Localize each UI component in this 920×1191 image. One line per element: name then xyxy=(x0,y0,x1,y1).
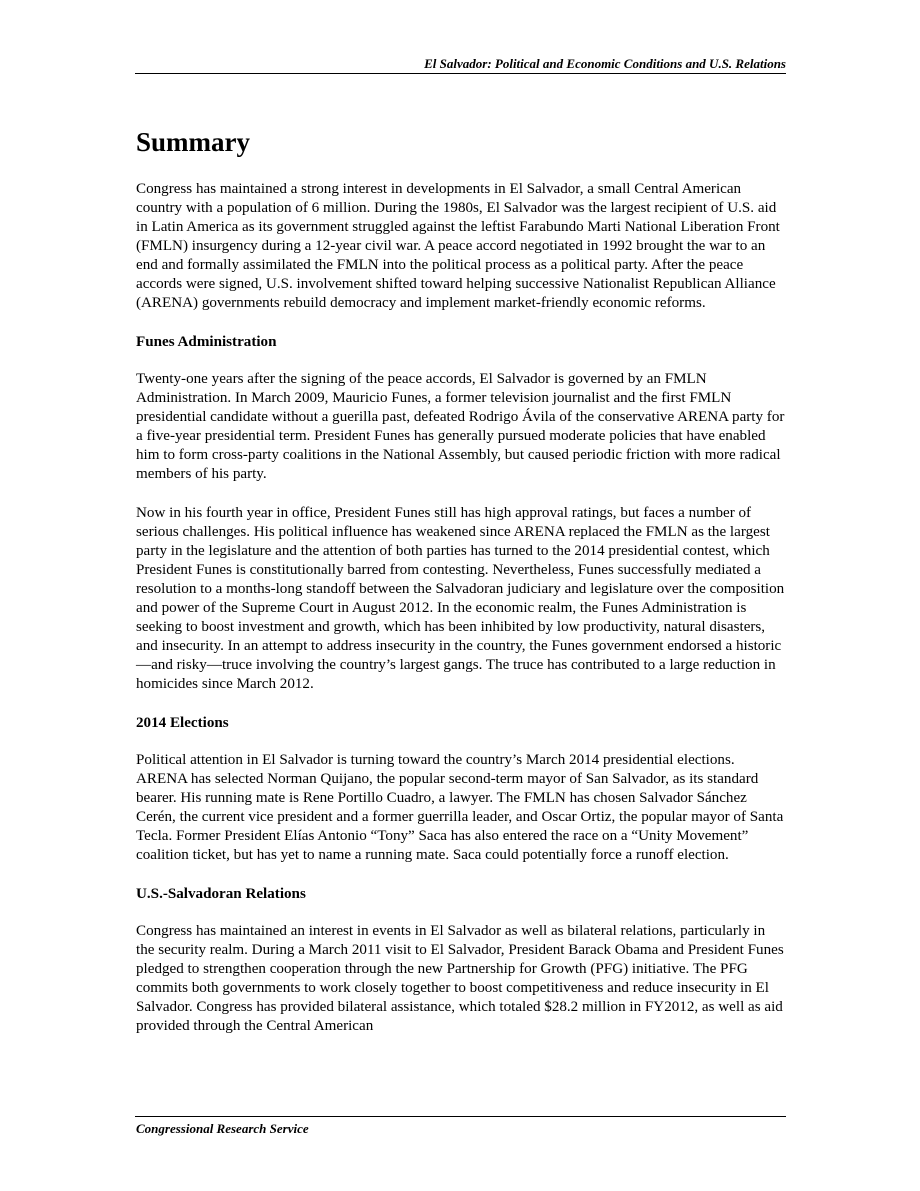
elections-paragraph: Political attention in El Salvador is turning toward the country’s March 2014 presidential elections. ARENA has selected Norman Quijano, the popular second-term mayor of San Salvador, as its standard bearer. His running mate is Rene Portillo Cuadro, a lawyer. The FMLN has chosen Salvador Sánchez Cerén, the current vice president and a former guerrilla leader, and Oscar Ortiz, the popular mayor of Santa Tecla. Former President Elías Antonio “Tony” Saca has also entered the race on a “Unity Movement” coalition ticket, but has yet to name a running mate. Saca could potentially force a runoff election. xyxy=(136,752,784,863)
summary-intro-paragraph: Congress has maintained a strong interest in developments in El Salvador, a small Central American country with a population of 6 million. During the 1980s, El Salvador was the largest recipient of U.S. aid in Latin America as its government struggled against the leftist Farabundo Marti National Liberation Front (FMLN) insurgency during a 12-year civil war. A peace accord negotiated in 1992 brought the war to an end and formally assimilated the FMLN into the political process as a political party. After the peace accords were signed, U.S. involvement shifted toward helping successive Nationalist Republican Alliance (ARENA) governments rebuild democracy and implement market-friendly economic reforms. xyxy=(136,181,780,311)
funes-paragraph-1: Twenty-one years after the signing of the peace accords, El Salvador is governed by an FMLN Administration. In March 2009, Mauricio Funes, a former television journalist and the first FMLN presidential candidate without a guerilla past, defeated Rodrigo Ávila of the conservative ARENA party for a five-year presidential term. President Funes has generally pursued moderate policies that have enabled him to form cross-party coalitions in the National Assembly, but caused periodic friction with more radical members of his party. xyxy=(136,371,785,482)
running-footer: Congressional Research Service xyxy=(136,1121,309,1136)
header-divider xyxy=(135,73,786,74)
document-body xyxy=(136,122,786,1056)
section-heading-us-salvadoran-relations: U.S.-Salvadoran Relations xyxy=(136,886,306,902)
section-heading-funes-administration: Funes Administration xyxy=(136,334,277,350)
running-header: El Salvador: Political and Economic Conditions and U.S. Relations xyxy=(424,56,786,71)
funes-paragraph-2: Now in his fourth year in office, President Funes still has high approval ratings, but faces a number of serious challenges. His political influence has weakened since ARENA replaced the FMLN as the largest party in the legislature and the attention of both parties has turned to the 2014 presidential contest, which President Funes is constitutionally barred from contesting. Nevertheless, Funes successfully mediated a resolution to a months-long standoff between the Salvadoran judiciary and legislature over the composition and power of the Supreme Court in August 2012. In the economic realm, the Funes Administration is seeking to boost investment and growth, which has been inhibited by low productivity, natural disasters, and insecurity. In an attempt to address insecurity in the country, the Funes government endorsed a historic—and risky—truce involving the country’s largest gangs. The truce has contributed to a large reduction in homicides since March 2012. xyxy=(136,505,785,692)
relations-paragraph: Congress has maintained an interest in events in El Salvador as well as bilateral relations, particularly in the security realm. During a March 2011 visit to El Salvador, President Barack Obama and President Funes pledged to strengthen cooperation through the new Partnership for Growth (PFG) initiative. The PFG commits both governments to work closely together to boost competitiveness and reduce insecurity in El Salvador. Congress has provided bilateral assistance, which totaled $28.2 million in FY2012, as well as aid provided through the Central American xyxy=(136,923,784,1034)
page-title: Summary xyxy=(136,127,250,157)
footer-divider xyxy=(135,1116,786,1117)
section-heading-2014-elections: 2014 Elections xyxy=(136,715,229,731)
